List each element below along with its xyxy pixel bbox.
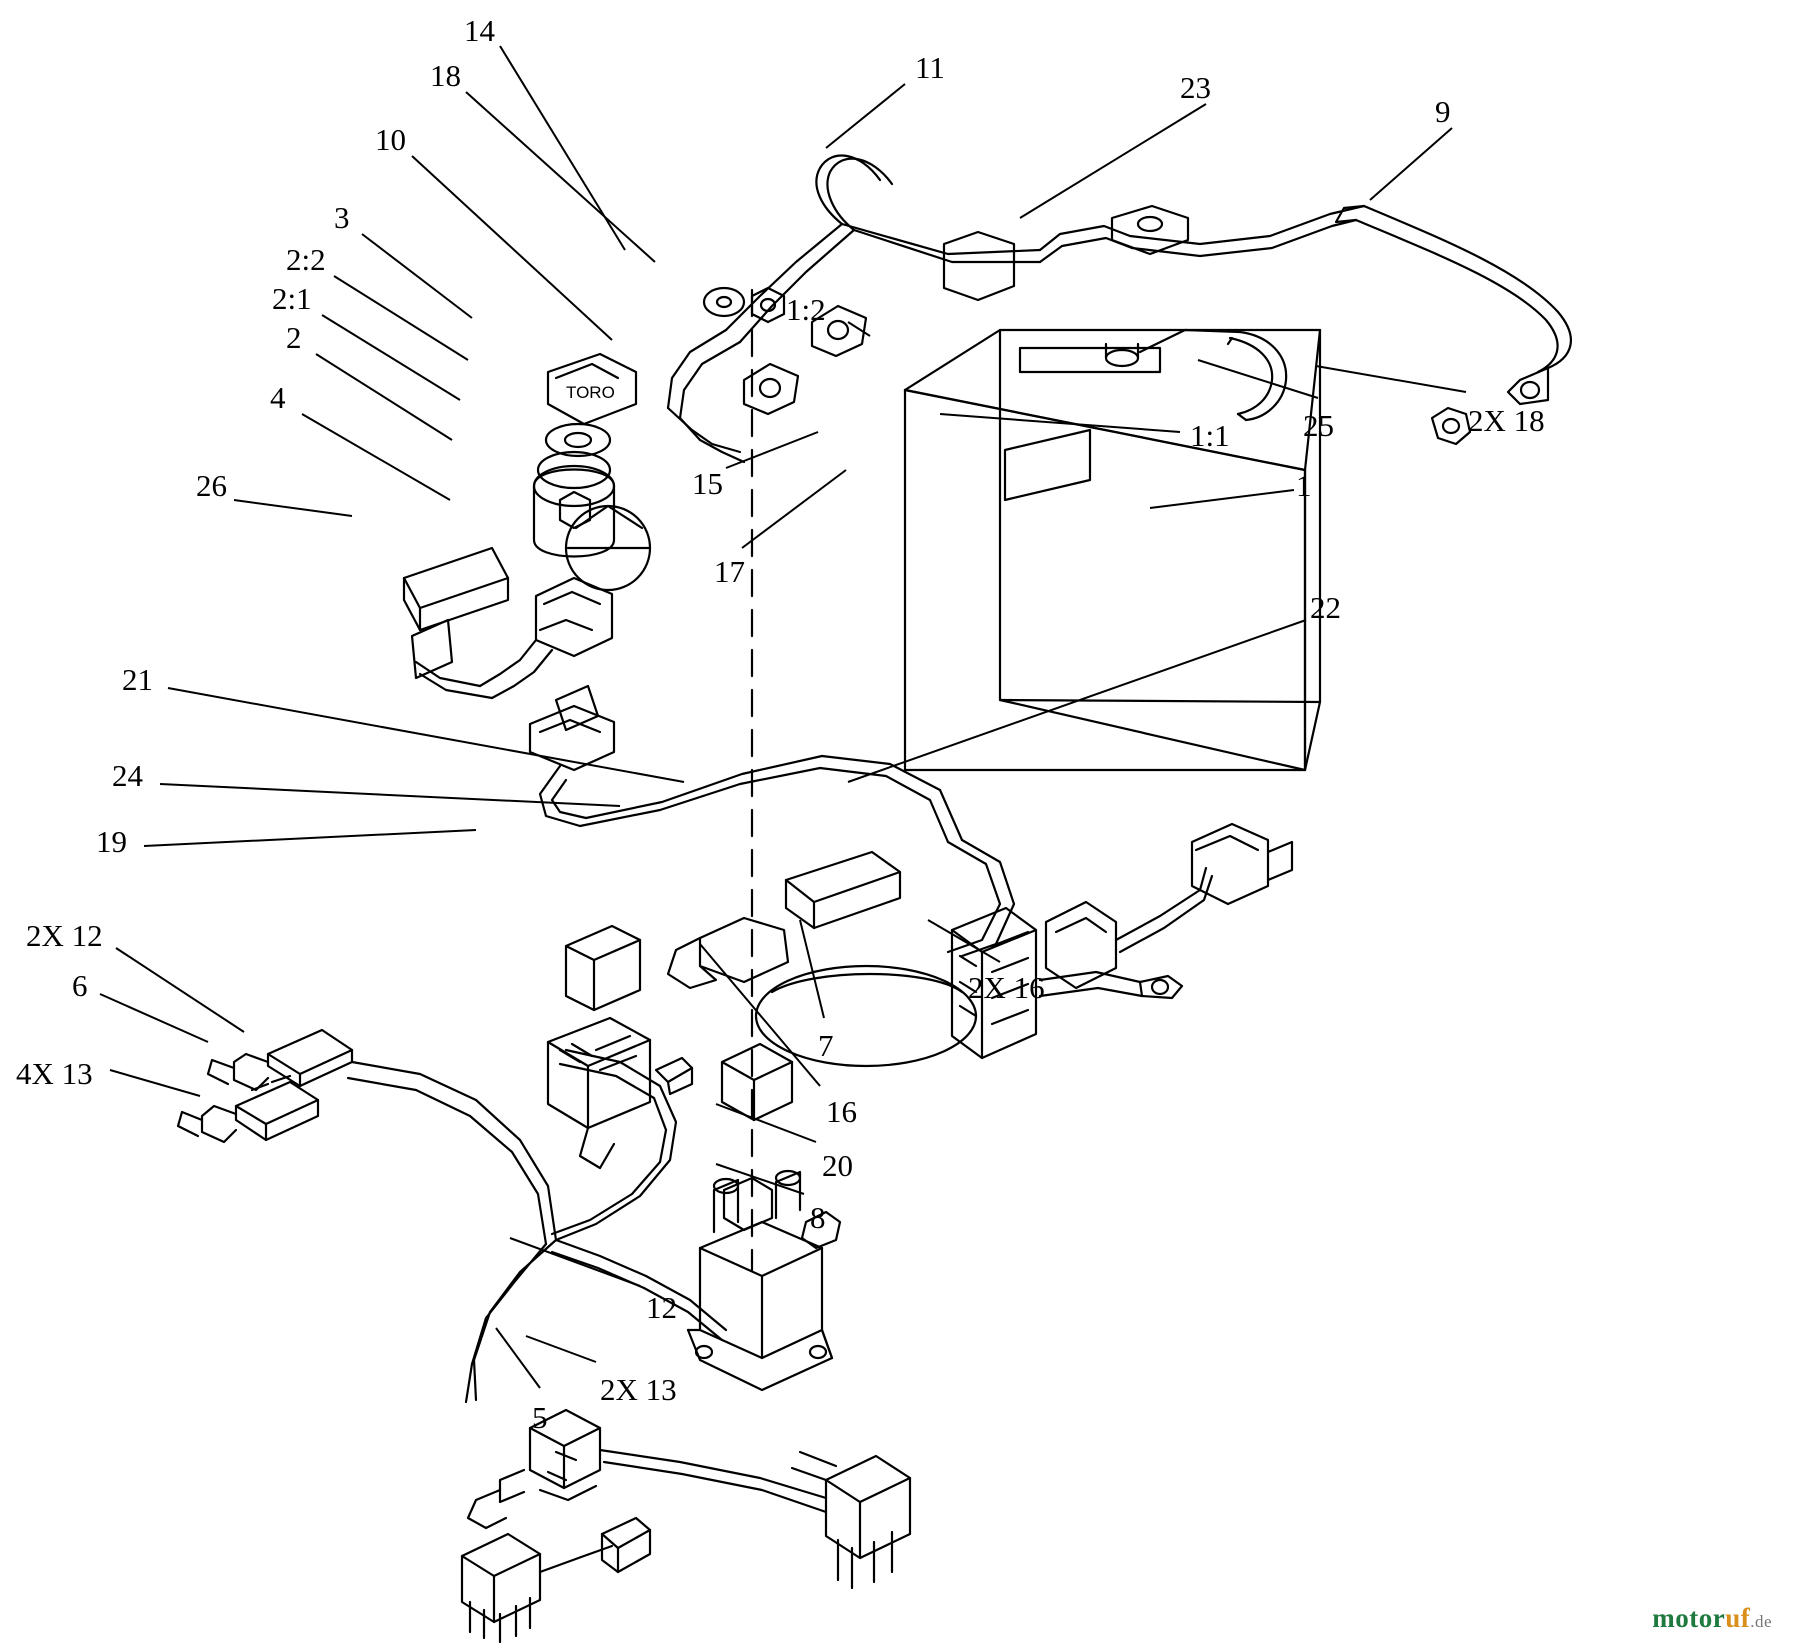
callout-1-1: 1:1	[1190, 418, 1230, 453]
callout-15: 15	[692, 466, 723, 501]
callout-16: 16	[826, 1094, 857, 1129]
callout-4: 4	[270, 380, 286, 415]
leader-line-17	[742, 470, 846, 548]
callout-2-1: 2:1	[272, 281, 312, 316]
callout-17: 17	[714, 554, 745, 589]
inline-connector-mid	[722, 1044, 792, 1120]
leader-line-19	[144, 830, 476, 846]
main-wire-harness-top	[816, 156, 1364, 301]
callout-24: 24	[112, 758, 143, 793]
flat-washer	[704, 288, 744, 316]
callout-8: 8	[810, 1200, 826, 1235]
callout-10: 10	[375, 122, 406, 157]
leader-line-2x-18	[1316, 366, 1466, 392]
cover-plate-26	[404, 548, 508, 630]
leader-line-2	[316, 354, 452, 440]
connector-24	[786, 852, 900, 928]
leader-line-1-2	[848, 322, 870, 336]
callout-1-2: 1:2	[786, 292, 826, 327]
callout-6: 6	[72, 968, 88, 1003]
callout-9: 9	[1435, 94, 1451, 129]
watermark-part1: motor	[1652, 1603, 1726, 1633]
callout-22: 22	[1310, 590, 1341, 625]
leader-line-18	[466, 92, 655, 262]
leader-line-21	[168, 688, 684, 782]
leader-line-1	[1150, 490, 1294, 508]
callout-1: 1	[1296, 468, 1312, 503]
switch-harness-block	[412, 578, 614, 770]
leader-line-12	[510, 1238, 640, 1286]
callout-11: 11	[915, 50, 945, 85]
callout-25: 25	[1303, 408, 1334, 443]
starter-harness-right	[948, 824, 1292, 1058]
bottom-connector-left	[462, 1534, 540, 1642]
callout-2: 2	[286, 320, 302, 355]
callout-5: 5	[532, 1400, 548, 1435]
leader-line-9	[1370, 128, 1452, 200]
harness-clamp	[1112, 206, 1188, 254]
watermark-part2: uf	[1725, 1603, 1751, 1633]
relay-19	[566, 926, 640, 1010]
leader-line-23	[1020, 104, 1206, 218]
ignition-switch-assembly	[534, 354, 650, 590]
leader-line-10	[412, 156, 612, 340]
callout-21: 21	[122, 662, 153, 697]
callout-26: 26	[196, 468, 227, 503]
leader-line-5	[496, 1328, 540, 1388]
callout-2-2: 2:2	[286, 242, 326, 277]
small-plug	[724, 1178, 772, 1230]
leader-line-15	[726, 432, 818, 468]
callout-3: 3	[334, 200, 350, 235]
callout-19: 19	[96, 824, 127, 859]
callout-2x-16: 2X 16	[968, 970, 1045, 1005]
callout-4x-13: 4X 13	[16, 1056, 93, 1091]
switch-plunger-upper	[208, 1030, 352, 1090]
hex-nut-right	[1432, 408, 1470, 444]
leader-line-2-2	[334, 276, 468, 360]
bottom-bracket-small	[602, 1518, 650, 1572]
callout-20: 20	[822, 1148, 853, 1183]
callout-2x-13: 2X 13	[600, 1372, 677, 1407]
callout-14: 14	[464, 13, 495, 48]
leader-line-1-1	[940, 414, 1180, 432]
watermark	[1652, 1603, 1772, 1634]
coil-oval	[756, 966, 976, 1066]
leader-line-25	[1198, 360, 1318, 398]
leader-line-4	[302, 414, 450, 500]
bottom-wires	[540, 1450, 826, 1572]
callout-23: 23	[1180, 70, 1211, 105]
leader-line-7	[800, 920, 824, 1018]
positive-battery-cable	[1336, 206, 1571, 404]
battery-hold-down-bracket	[1228, 332, 1286, 420]
leader-line-20	[716, 1104, 816, 1142]
callout-7: 7	[818, 1028, 834, 1063]
hex-nut-top-left	[752, 288, 784, 322]
leader-line-24	[160, 784, 620, 806]
svg-text:TORO: TORO	[566, 383, 615, 402]
leader-line-2x-13	[526, 1336, 596, 1362]
callout-2x-18: 2X 18	[1468, 403, 1545, 438]
leader-line-16	[700, 944, 820, 1086]
leader-line-6	[100, 994, 208, 1042]
leader-line-4x-13	[110, 1070, 200, 1096]
lower-wire-harness	[348, 1050, 726, 1402]
harness-left-branch	[668, 224, 866, 462]
callout-12: 12	[646, 1290, 677, 1325]
callout-18: 18	[430, 58, 461, 93]
fuse-block	[548, 1018, 650, 1168]
leader-line-11	[826, 84, 905, 148]
leader-line-2-1	[322, 315, 460, 400]
battery-body	[905, 330, 1320, 770]
leader-line-26	[234, 500, 352, 516]
watermark-suffix: .de	[1750, 1612, 1772, 1631]
bottom-connector-right	[792, 1452, 910, 1588]
leader-line-2x-12	[116, 948, 244, 1032]
callout-2x-12: 2X 12	[26, 918, 103, 953]
leader-line-3	[362, 234, 472, 318]
